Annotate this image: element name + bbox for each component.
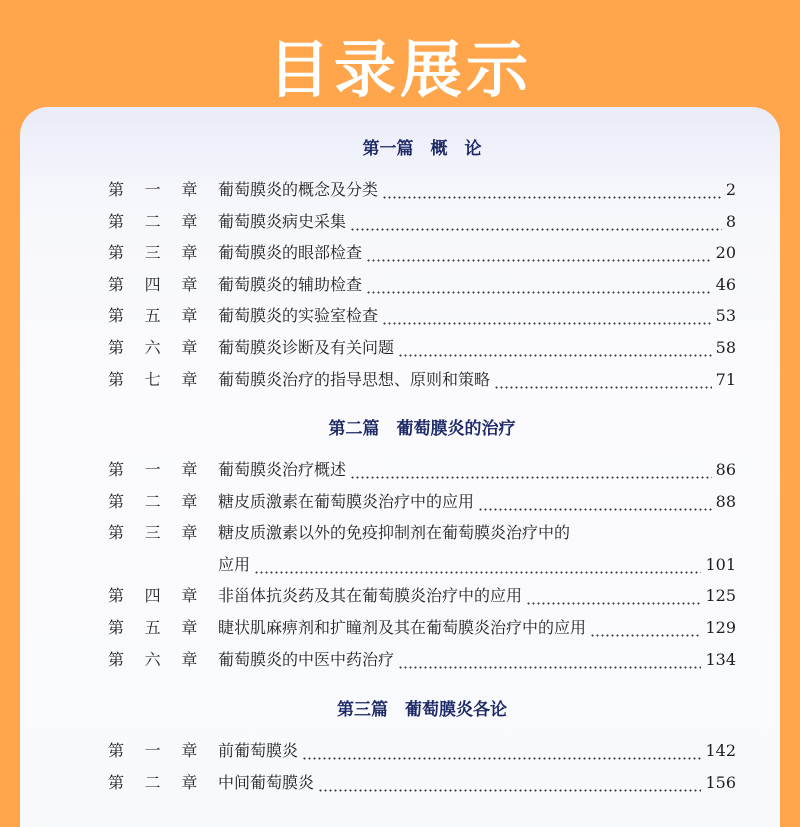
- dot-leader: [382, 178, 722, 202]
- toc-entry[interactable]: [108, 304, 736, 328]
- chapter-num: 二: [144, 211, 161, 231]
- chapter-di: 第: [108, 586, 125, 606]
- chapter-zhang: 章: [181, 338, 198, 357]
- chapter-num: 一: [144, 741, 161, 760]
- page-number: 129: [705, 618, 736, 637]
- page-number: 142: [705, 741, 736, 760]
- chapter-di: 第: [108, 460, 125, 479]
- chapter-zhang: 章: [181, 211, 198, 231]
- dot-leader: [526, 584, 701, 608]
- dot-leader: [494, 368, 712, 392]
- toc-entry[interactable]: [108, 368, 736, 392]
- chapter-title-continued: 应用: [218, 554, 251, 574]
- dot-leader: [382, 304, 712, 328]
- page-number: 71: [715, 369, 736, 389]
- chapter-number: [108, 771, 218, 795]
- part-heading: 第二篇 葡萄膜炎的治疗: [328, 419, 516, 439]
- dot-leader: [398, 648, 701, 672]
- toc-page: [20, 107, 780, 827]
- dot-leader: [302, 739, 701, 763]
- chapter-num: 四: [144, 274, 161, 294]
- chapter-zhang: 章: [181, 491, 198, 511]
- page-number: 101: [705, 554, 736, 574]
- toc-entry[interactable]: [108, 490, 736, 514]
- dot-leader: [350, 458, 712, 482]
- chapter-di: 第: [108, 772, 125, 792]
- chapter-zhang: 章: [181, 306, 198, 326]
- chapter-num: 二: [144, 491, 161, 511]
- chapter-zhang: 章: [181, 460, 198, 479]
- toc-entry[interactable]: [108, 336, 736, 360]
- chapter-num: 七: [144, 369, 161, 389]
- chapter-title: 糖皮质激素以外的免疫抑制剂在葡萄膜炎治疗中的: [218, 523, 571, 543]
- toc-entry[interactable]: [108, 616, 736, 640]
- chapter-title: 葡萄膜炎的中医中药治疗: [218, 649, 395, 669]
- toc-entry[interactable]: [108, 584, 736, 608]
- chapter-num: 四: [144, 586, 161, 606]
- chapter-zhang: 章: [181, 369, 198, 389]
- chapter-di: 第: [108, 211, 125, 231]
- page-number: 125: [705, 586, 736, 606]
- page-number: 86: [715, 460, 736, 479]
- chapter-zhang: 章: [181, 274, 198, 294]
- toc-entry[interactable]: [108, 458, 736, 482]
- chapter-title: 葡萄膜炎的实验室检查: [218, 306, 379, 326]
- toc-entry[interactable]: [108, 739, 736, 763]
- banner-title: 目录展示: [267, 33, 532, 106]
- chapter-title: 葡萄膜炎治疗概述: [218, 460, 347, 479]
- toc-entry[interactable]: [108, 178, 736, 202]
- chapter-number: [108, 521, 218, 545]
- chapter-num: 三: [144, 243, 161, 263]
- chapter-zhang: 章: [181, 523, 198, 543]
- chapter-number: [108, 616, 218, 640]
- toc-entry[interactable]: [108, 771, 736, 795]
- chapter-title: 中间葡萄膜炎: [218, 772, 315, 792]
- dot-leader: [254, 553, 701, 577]
- chapter-title: 葡萄膜炎病史采集: [218, 211, 347, 231]
- chapter-num: 二: [144, 772, 161, 792]
- chapter-di: 第: [108, 649, 125, 669]
- chapter-title: 糖皮质激素在葡萄膜炎治疗中的应用: [218, 491, 475, 511]
- dot-leader: [318, 771, 701, 795]
- chapter-di: 第: [108, 338, 125, 357]
- chapter-title: 非甾体抗炎药及其在葡萄膜炎治疗中的应用: [218, 586, 523, 606]
- chapter-title: 葡萄膜炎诊断及有关问题: [218, 338, 395, 357]
- chapter-di: 第: [108, 243, 125, 263]
- page-number: 134: [705, 649, 736, 669]
- dot-leader: [366, 273, 712, 297]
- page-number: 58: [715, 338, 736, 357]
- chapter-num: 三: [144, 523, 161, 543]
- toc-entry[interactable]: [108, 648, 736, 672]
- chapter-di: 第: [108, 491, 125, 511]
- chapter-num: 六: [144, 649, 161, 669]
- page-number: 53: [715, 306, 736, 326]
- chapter-number: [108, 178, 218, 202]
- chapter-num: 一: [144, 460, 161, 479]
- chapter-zhang: 章: [181, 649, 198, 669]
- chapter-title: 葡萄膜炎治疗的指导思想、原则和策略: [218, 369, 491, 389]
- chapter-di: 第: [108, 274, 125, 294]
- chapter-title: 睫状肌麻痹剂和扩瞳剂及其在葡萄膜炎治疗中的应用: [218, 618, 587, 637]
- chapter-number: [108, 241, 218, 265]
- chapter-di: 第: [108, 369, 125, 389]
- toc-entry[interactable]: [108, 521, 736, 545]
- dot-leader: [398, 336, 712, 360]
- dot-leader: [366, 241, 712, 265]
- part-heading: 第一篇 概 论: [362, 139, 482, 159]
- chapter-di: 第: [108, 741, 125, 760]
- chapter-di: 第: [108, 306, 125, 326]
- page-number: 46: [715, 274, 736, 294]
- chapter-zhang: 章: [181, 243, 198, 263]
- chapter-num: 五: [144, 306, 161, 326]
- toc-entry[interactable]: [108, 241, 736, 265]
- toc-entry[interactable]: [108, 210, 736, 234]
- chapter-number: [108, 739, 218, 763]
- chapter-zhang: 章: [181, 618, 198, 637]
- part-heading: 第三篇 葡萄膜炎各论: [337, 700, 507, 720]
- dot-leader: [350, 210, 722, 234]
- chapter-title: 葡萄膜炎的辅助检查: [218, 274, 363, 294]
- page-number: 88: [715, 491, 736, 511]
- dot-leader: [590, 616, 701, 640]
- page-number: 2: [725, 180, 736, 199]
- chapter-di: 第: [108, 618, 125, 637]
- chapter-number: [108, 490, 218, 514]
- chapter-zhang: 章: [181, 586, 198, 606]
- chapter-num: 六: [144, 338, 161, 357]
- chapter-number: [108, 368, 218, 392]
- chapter-number: [108, 273, 218, 297]
- chapter-number: [108, 210, 218, 234]
- chapter-zhang: 章: [181, 180, 198, 199]
- chapter-title: 葡萄膜炎的概念及分类: [218, 180, 379, 199]
- chapter-number: [108, 584, 218, 608]
- chapter-number: [108, 304, 218, 328]
- chapter-zhang: 章: [181, 741, 198, 760]
- chapter-title: 前葡萄膜炎: [218, 741, 299, 760]
- page-number: 8: [725, 211, 736, 231]
- dot-leader: [478, 490, 712, 514]
- chapter-num: 一: [144, 180, 161, 199]
- chapter-number: [108, 458, 218, 482]
- toc-entry-continued[interactable]: [108, 553, 736, 577]
- toc-entry[interactable]: [108, 273, 736, 297]
- page-number: 156: [705, 772, 736, 792]
- chapter-zhang: 章: [181, 772, 198, 792]
- chapter-title: 葡萄膜炎的眼部检查: [218, 243, 363, 263]
- chapter-di: 第: [108, 180, 125, 199]
- chapter-di: 第: [108, 523, 125, 543]
- chapter-number: [108, 648, 218, 672]
- chapter-num: 五: [144, 618, 161, 637]
- chapter-number: [108, 336, 218, 360]
- page-number: 20: [715, 243, 736, 263]
